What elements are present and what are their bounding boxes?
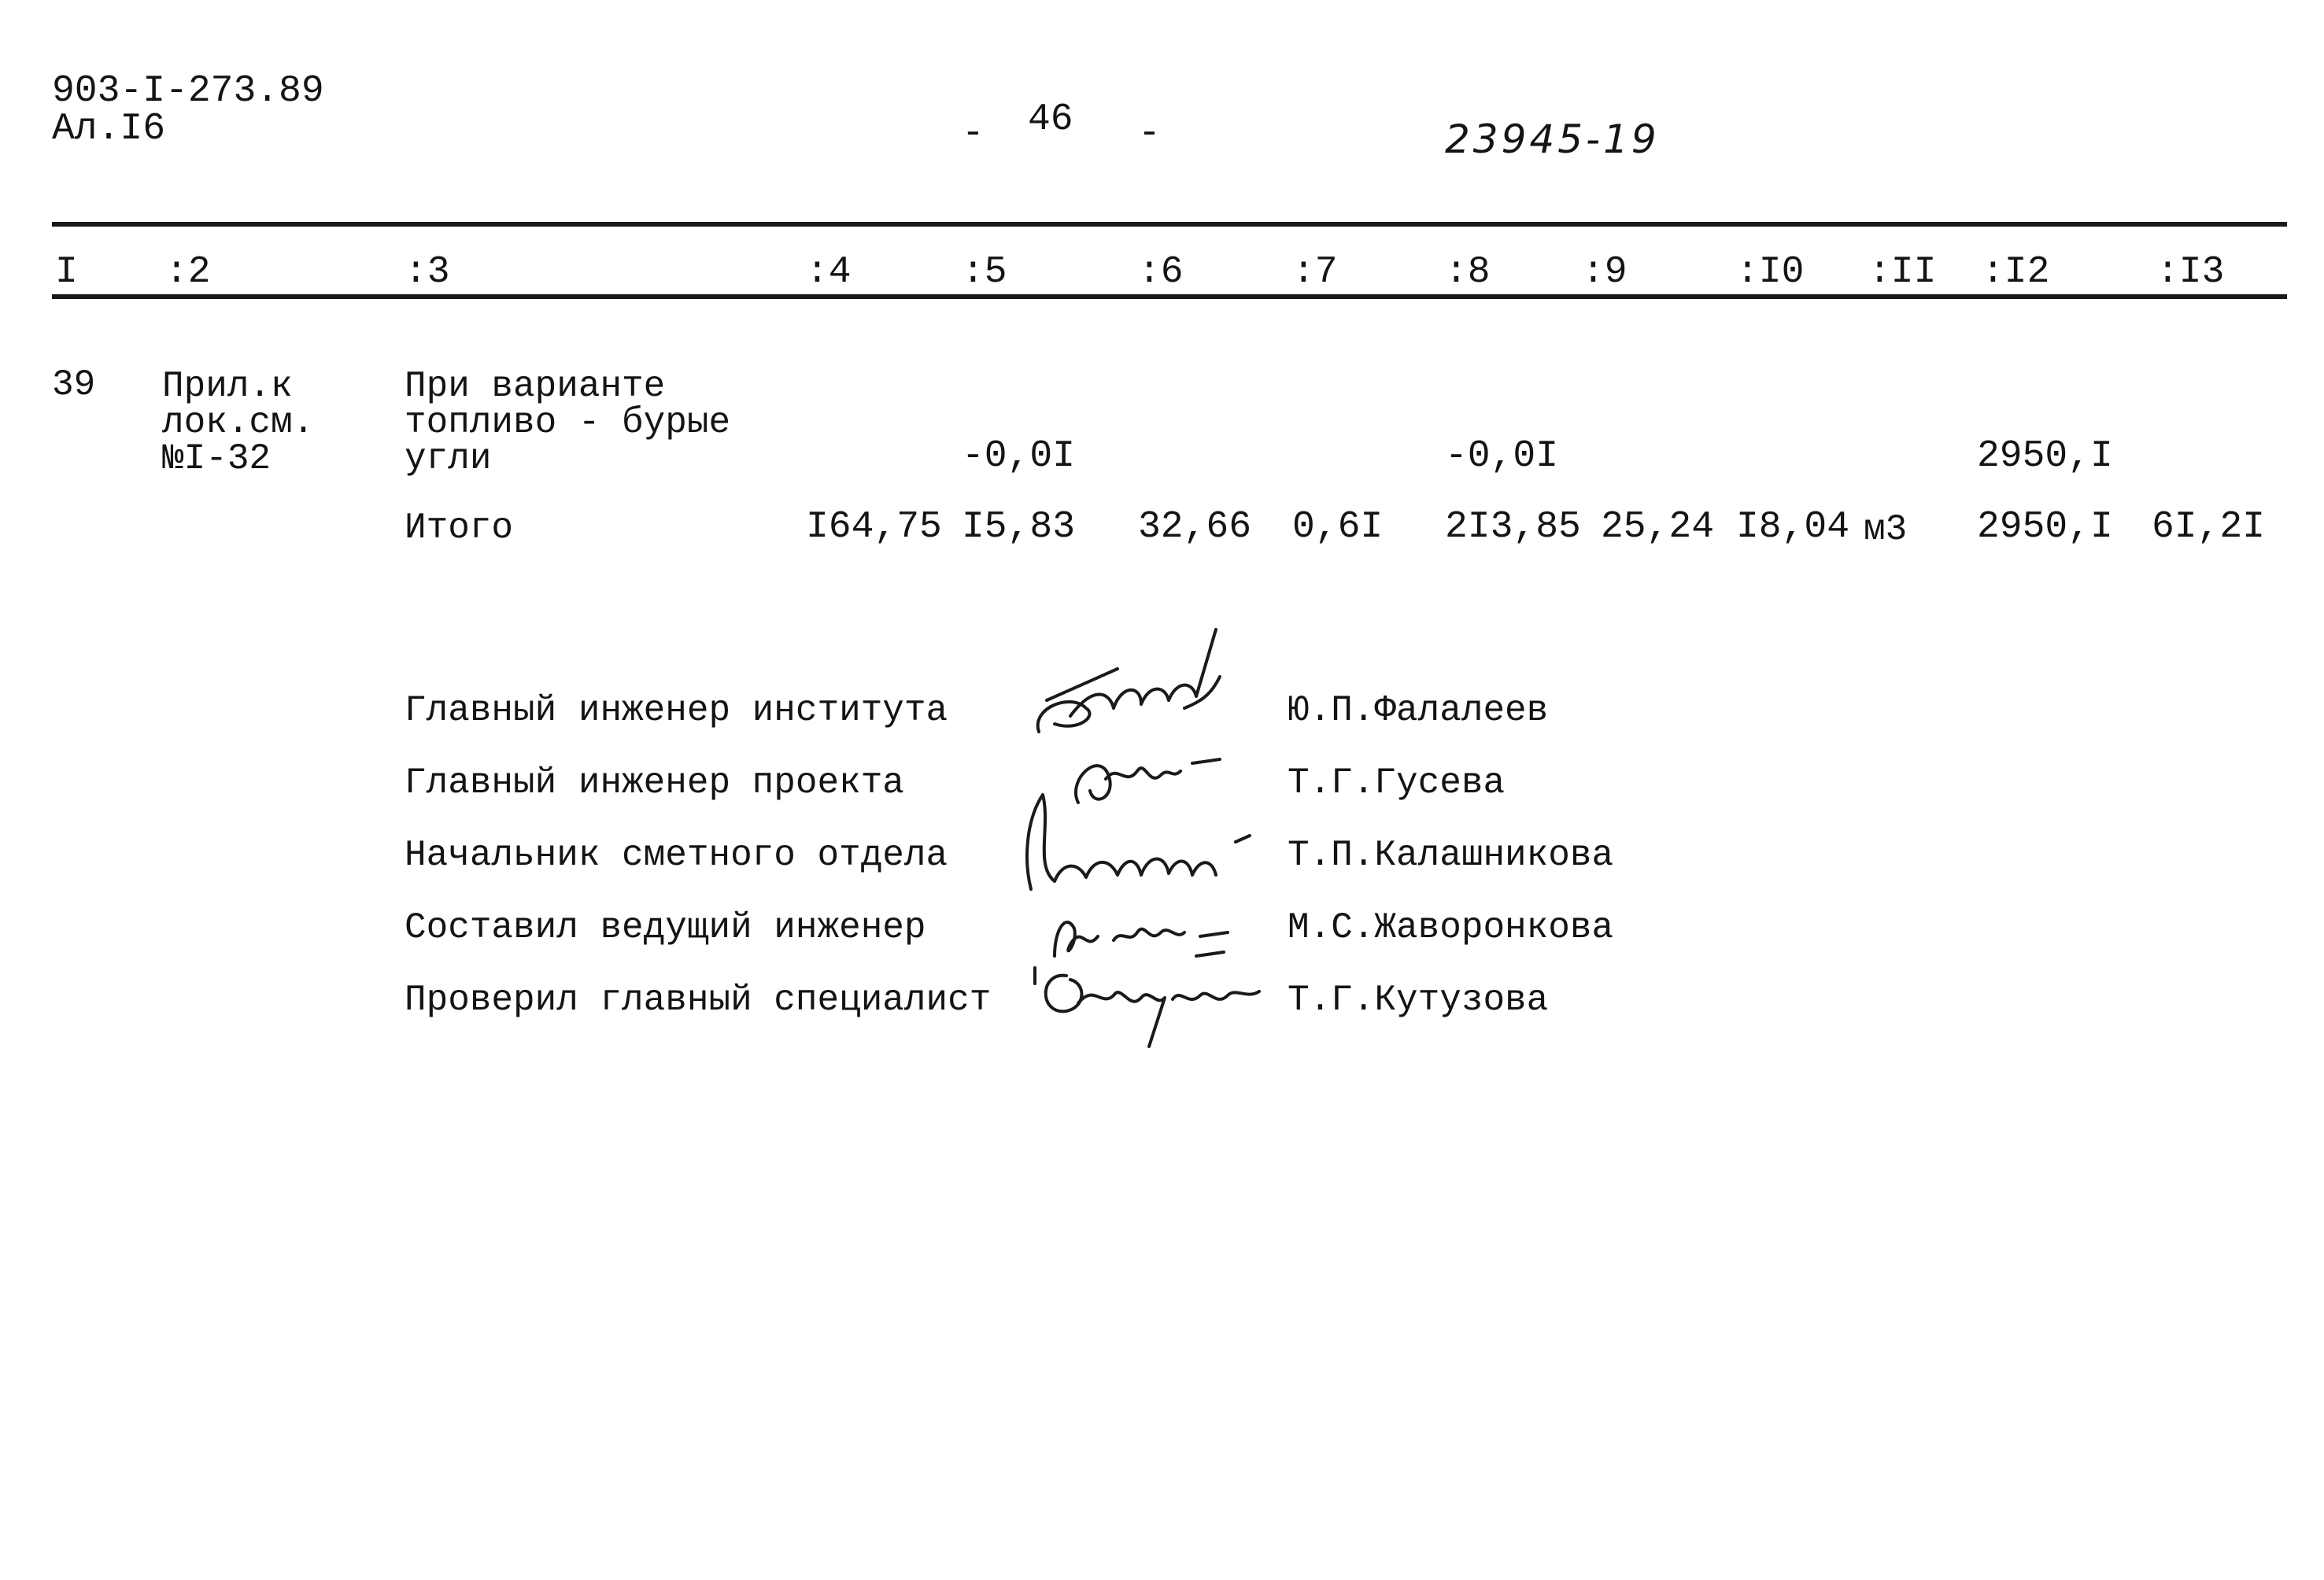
signature-role: Главный инженер проекта xyxy=(405,762,904,803)
signature-role: Начальник сметного отдела xyxy=(405,835,948,876)
signature-name: Ю.П.Фалалеев xyxy=(1288,690,1549,731)
signature-role: Составил ведущий инженер xyxy=(405,907,926,948)
page-dash-left: - xyxy=(962,113,985,155)
row-ref-line-1: Прил.к xyxy=(162,366,293,407)
signature-role: Проверил главный специалист xyxy=(405,980,992,1021)
col-header-8: :8 xyxy=(1445,251,1491,293)
row-ref-line-3: №I-32 xyxy=(162,438,272,479)
signature-name: Т.Г.Кутузова xyxy=(1288,980,1549,1021)
col-header-3: :3 xyxy=(405,251,450,293)
col-header-5: :5 xyxy=(962,251,1007,293)
col-header-6: :6 xyxy=(1138,251,1184,293)
total-col-9: 25,24 xyxy=(1601,506,1715,548)
handwritten-signature xyxy=(1023,952,1283,1054)
header-bottom-rule xyxy=(52,294,2287,299)
signature-name: Т.Г.Гусева xyxy=(1288,762,1506,803)
col-header-7: :7 xyxy=(1292,251,1338,293)
signature-name: М.С.Жаворонкова xyxy=(1288,907,1614,948)
handwritten-signature xyxy=(999,787,1259,897)
total-col-10: I8,04 xyxy=(1736,506,1850,548)
header-top-rule xyxy=(52,222,2287,227)
document-code: 903-I-273.89 xyxy=(52,70,324,113)
row-desc-line-1: При варианте xyxy=(405,366,666,407)
col-header-12: :I2 xyxy=(1982,251,2050,293)
row-desc-line-2: топливо - бурые xyxy=(405,402,731,443)
row-col-5: -0,0I xyxy=(962,435,1076,478)
col-header-11: :II xyxy=(1868,251,1937,293)
page-dash-right: - xyxy=(1138,113,1161,155)
total-col-12: 2950,I xyxy=(1977,506,2113,548)
total-col-11-unit: м3 xyxy=(1864,509,1908,550)
total-col-4: I64,75 xyxy=(806,506,942,548)
col-header-9: :9 xyxy=(1582,251,1628,293)
col-header-13: :I3 xyxy=(2156,251,2225,293)
row-col-12: 2950,I xyxy=(1977,435,2113,478)
col-header-10: :I0 xyxy=(1736,251,1805,293)
total-col-5: I5,83 xyxy=(962,506,1076,548)
total-col-6: 32,66 xyxy=(1138,506,1252,548)
sheet-label: Ал.I6 xyxy=(52,108,166,150)
signature-role: Главный инженер института xyxy=(405,690,948,731)
row-col-8: -0,0I xyxy=(1445,435,1559,478)
inventory-number: 23945-19 xyxy=(1445,116,1660,162)
row-desc-line-3: угли xyxy=(405,438,492,479)
row-number: 39 xyxy=(52,364,96,405)
total-col-8: 2I3,85 xyxy=(1445,506,1581,548)
total-label: Итого xyxy=(405,508,514,548)
total-col-7: 0,6I xyxy=(1292,506,1384,548)
signature-name: Т.П.Калашникова xyxy=(1288,835,1614,876)
page-number: 46 xyxy=(1028,98,1073,141)
col-header-1: I xyxy=(55,251,78,293)
col-header-2: :2 xyxy=(165,251,211,293)
row-ref-line-2: лок.см. xyxy=(162,402,315,443)
handwritten-signature xyxy=(1023,622,1243,748)
col-header-4: :4 xyxy=(806,251,852,293)
total-col-13: 6I,2I xyxy=(2152,506,2266,548)
